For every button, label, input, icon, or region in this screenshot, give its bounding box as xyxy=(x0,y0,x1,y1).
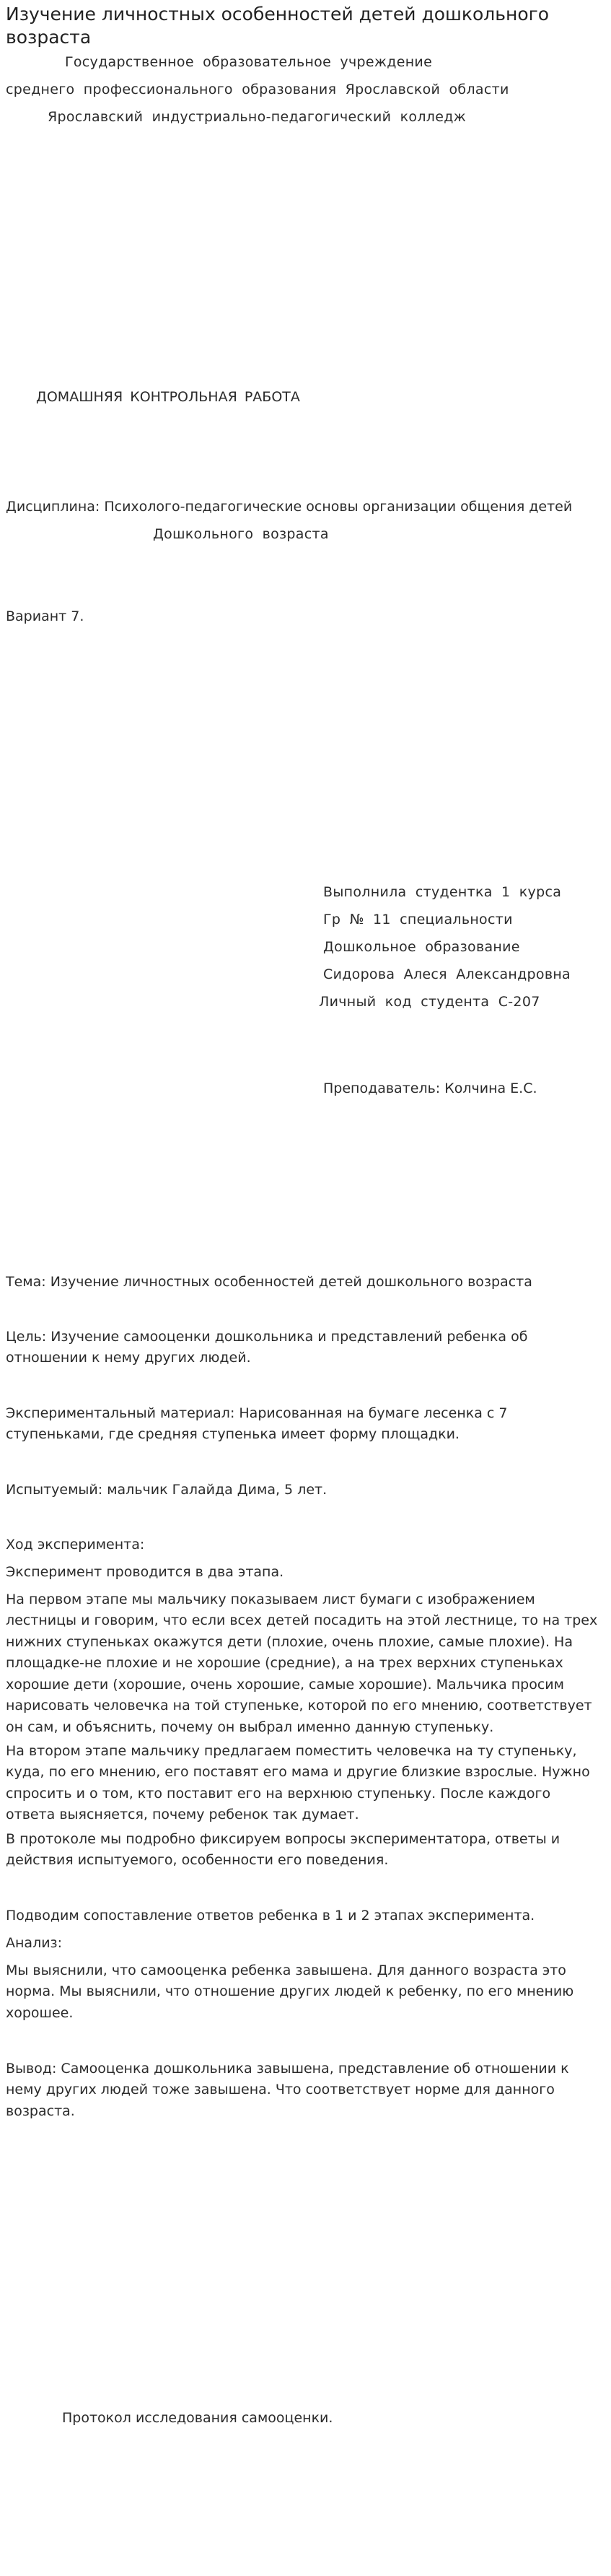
stage-2: На втором этапе мальчику предлагаем поместить человечка на ту ступеньку, куда, по его мнению, его поставят его мама и другие близкие взрослые. Нужно спросить и о том, кто поставит его на верхнюю ступеньку. После каждого ответа выясняется, почему ребенок так думает. xyxy=(6,1743,590,1823)
protocol-title: Протокол исследования самооценки. xyxy=(62,2410,333,2426)
stage-1: На первом этапе мы мальчику показываем лист бумаги с изображением лестницы и говорим, что если всех детей посадить на этой лестнице, то на трех нижних ступеньках окажутся дети (плохие, очень плохие, самые плохие). На площадке-не плохие и не хорошие (средние), а на трех верхних ступеньках хорошие дети (хорошие, очень хорошие, самые хорошие). Мальчика просим нарисовать человечка на той ступеньке, которой по его мнению, соответствует он сам, и объяснить, почему он выбрал именно данную ступеньку. xyxy=(6,1592,598,1735)
page-title: Изучение личностных особенностей детей дошкольного возраста xyxy=(6,4,550,48)
author-line-2: Гр № 11 специальности xyxy=(323,912,513,927)
header-line-2: среднего профессионального образования Ярославской области xyxy=(6,82,509,97)
conclusion: Вывод: Самооценка дошкольника завышена, представление об отношении к нему других людей тоже завышена. Что соответствует норме для данного возраста. xyxy=(6,2061,569,2119)
author-line-5: Личный код студента С-207 xyxy=(319,994,540,1010)
author-line-3: Дошкольное образование xyxy=(323,939,520,955)
work-type: ДОМАШНЯЯ КОНТРОЛЬНАЯ РАБОТА xyxy=(36,389,300,405)
variant: Вариант 7. xyxy=(6,608,84,624)
protocol-note: В протоколе мы подробно фиксируем вопросы экспериментатора, ответы и действия испытуемого, особенности его поведения. xyxy=(6,1831,561,1869)
teacher: Преподаватель: Колчина Е.С. xyxy=(323,1080,537,1096)
discipline-line-2: Дошкольного возраста xyxy=(153,526,329,542)
stages: Эксперимент проводится в два этапа. xyxy=(6,1564,284,1580)
compare: Подводим сопоставление ответов ребенка в 1 и 2 этапах эксперимента. xyxy=(6,1908,535,1924)
topic: Тема: Изучение личностных особенностей детей дошкольного возраста xyxy=(6,1274,532,1290)
discipline-line-1: Дисциплина: Психолого-педагогические основы организации общения детей xyxy=(6,499,573,515)
subject: Испытуемый: мальчик Галайда Дима, 5 лет. xyxy=(6,1482,328,1498)
course-heading: Ход эксперимента: xyxy=(6,1537,145,1553)
header-line-1: Государственное образовательное учреждение xyxy=(65,54,433,70)
header-line-3: Ярославский индустриально-педагогический колледж xyxy=(48,109,467,125)
author-line-1: Выполнила студентка 1 курса xyxy=(323,884,562,900)
analysis: Мы выяснили, что самооценка ребенка завышена. Для данного возраста это норма. Мы выяснили, что отношение других людей к ребенку, по его мнению хорошее. xyxy=(6,1962,574,2021)
analysis-heading: Анализ: xyxy=(6,1935,63,1951)
material: Экспериментальный материал: Нарисованная на бумаге лесенка с 7 ступеньками, где средняя ступенька имеет форму площадки. xyxy=(6,1405,508,1443)
goal: Цель: Изучение самооценки дошкольника и представлений ребенка об отношении к нему других людей. xyxy=(6,1329,528,1366)
author-line-4: Сидорова Алеся Александровна xyxy=(323,966,571,982)
